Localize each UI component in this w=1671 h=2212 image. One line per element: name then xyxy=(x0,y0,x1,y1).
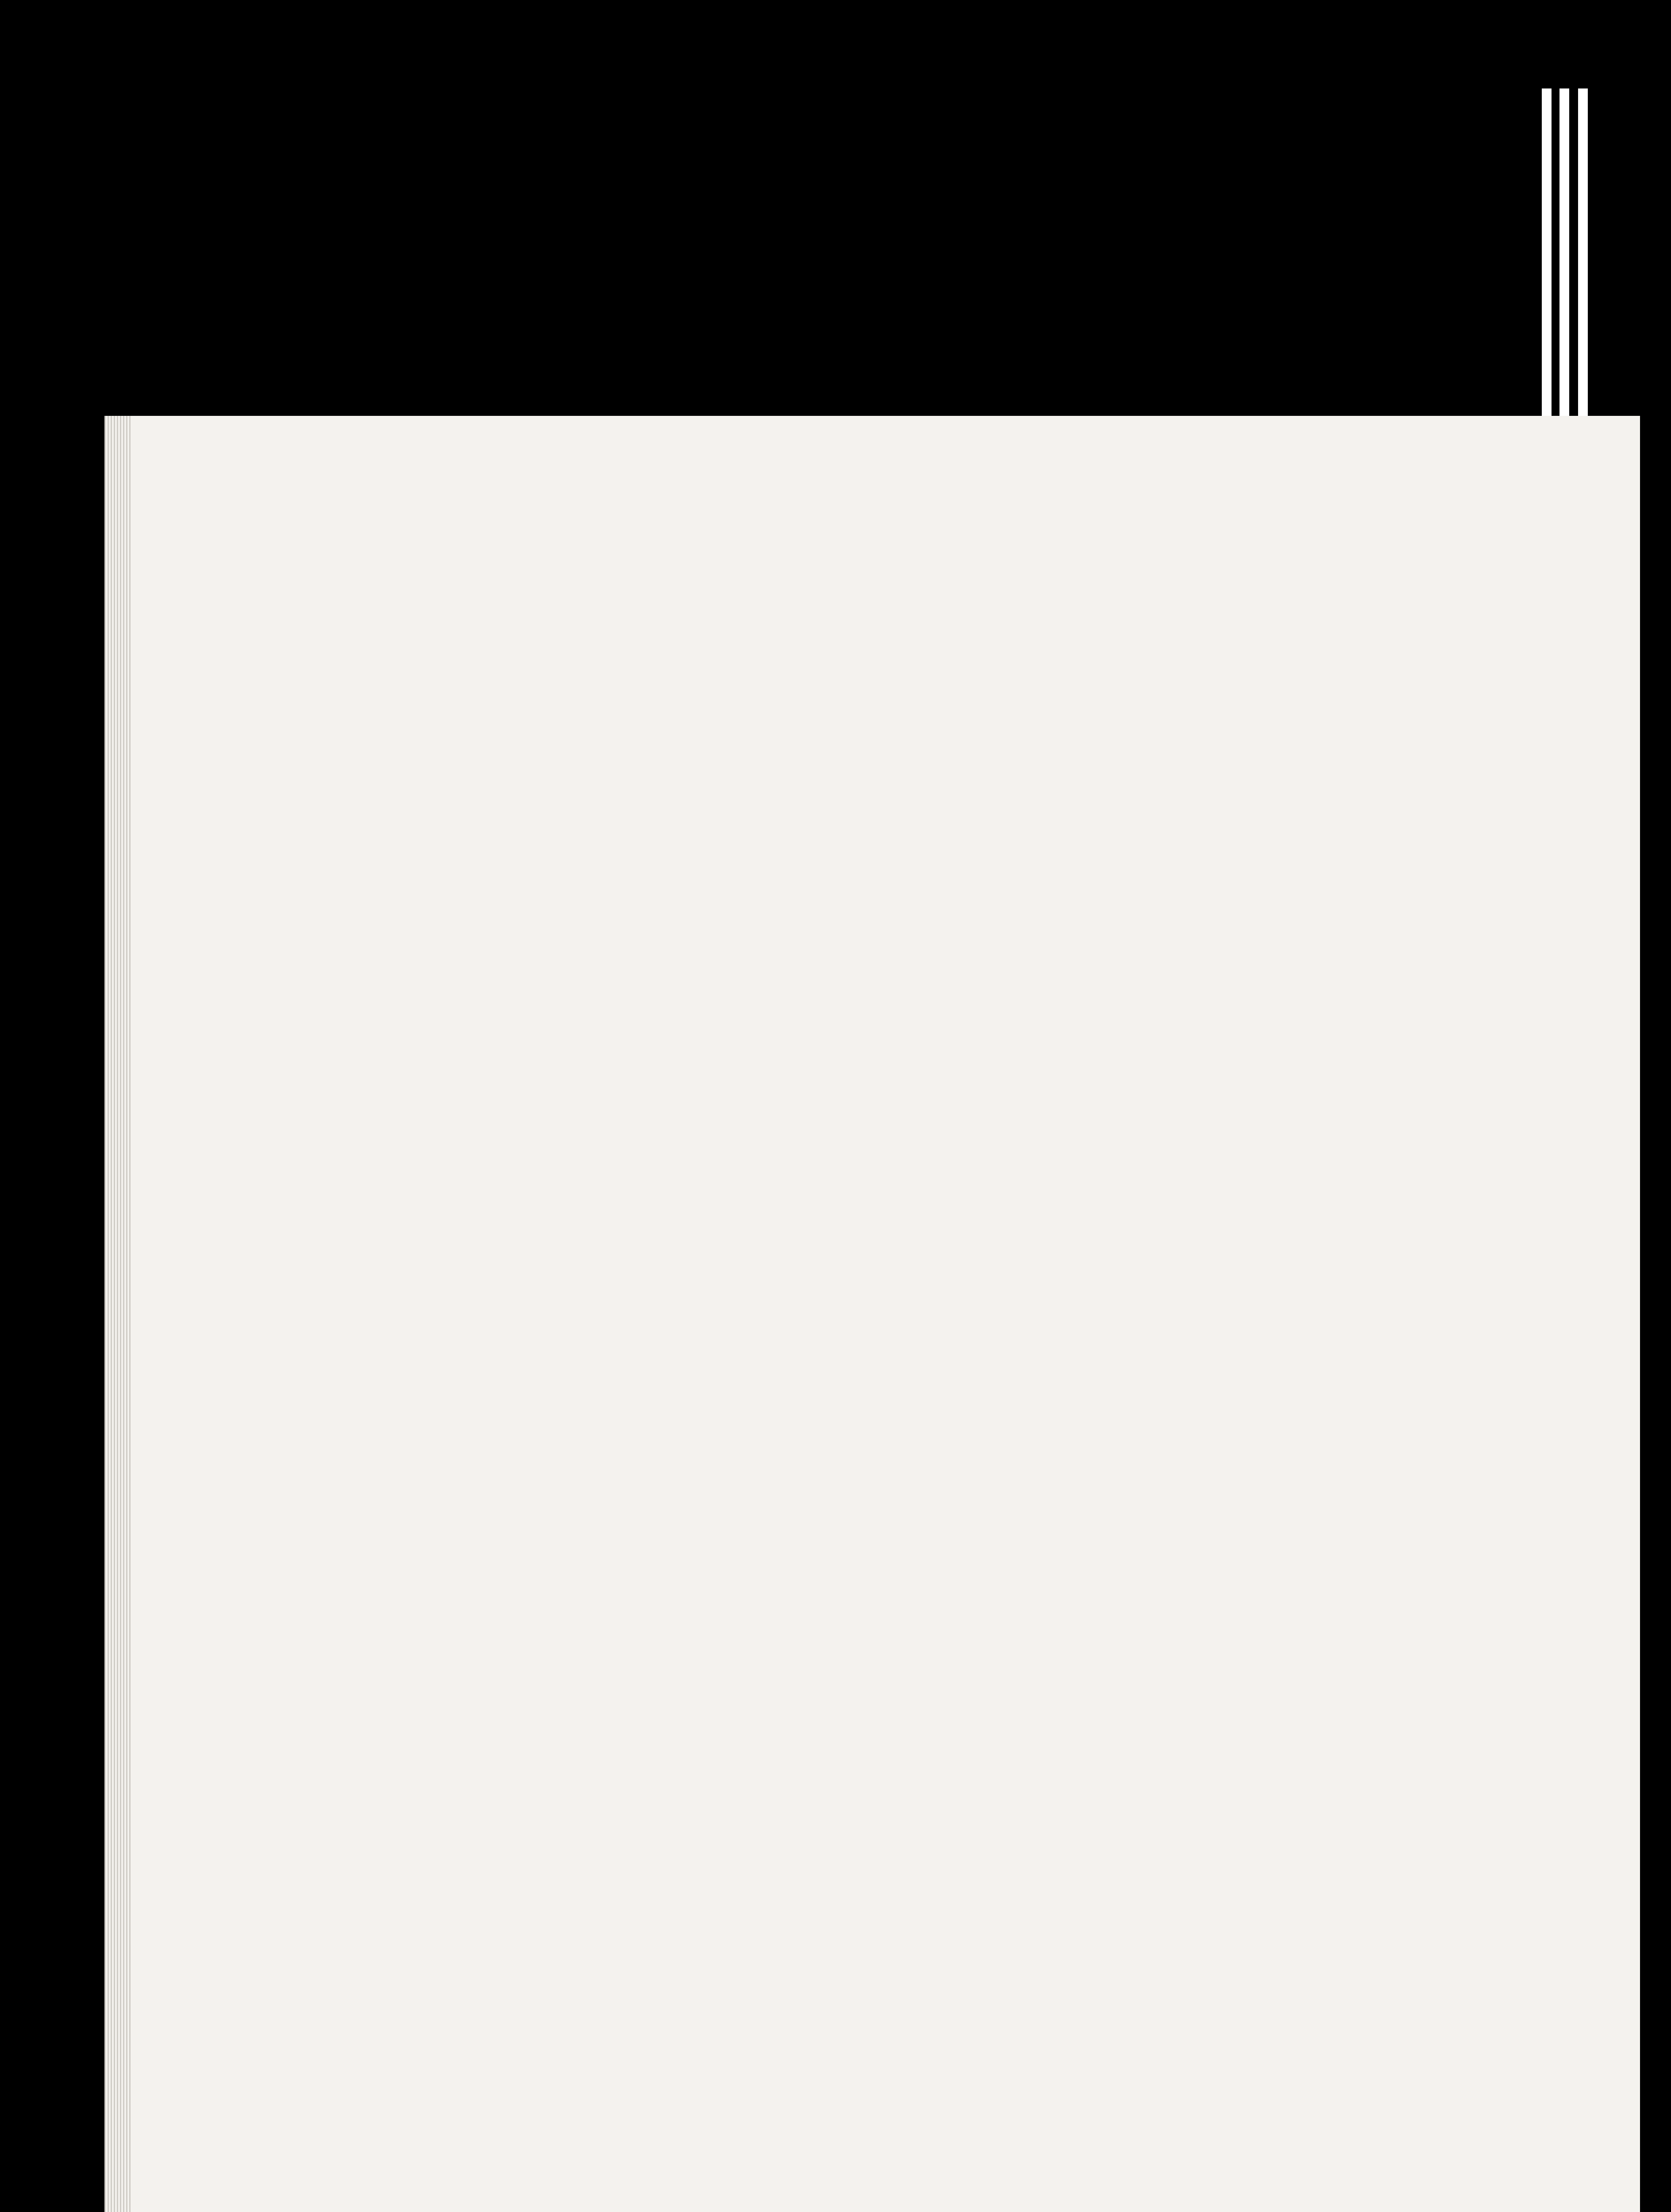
page-edge xyxy=(104,416,131,2212)
newspaper-page xyxy=(104,416,1640,2212)
